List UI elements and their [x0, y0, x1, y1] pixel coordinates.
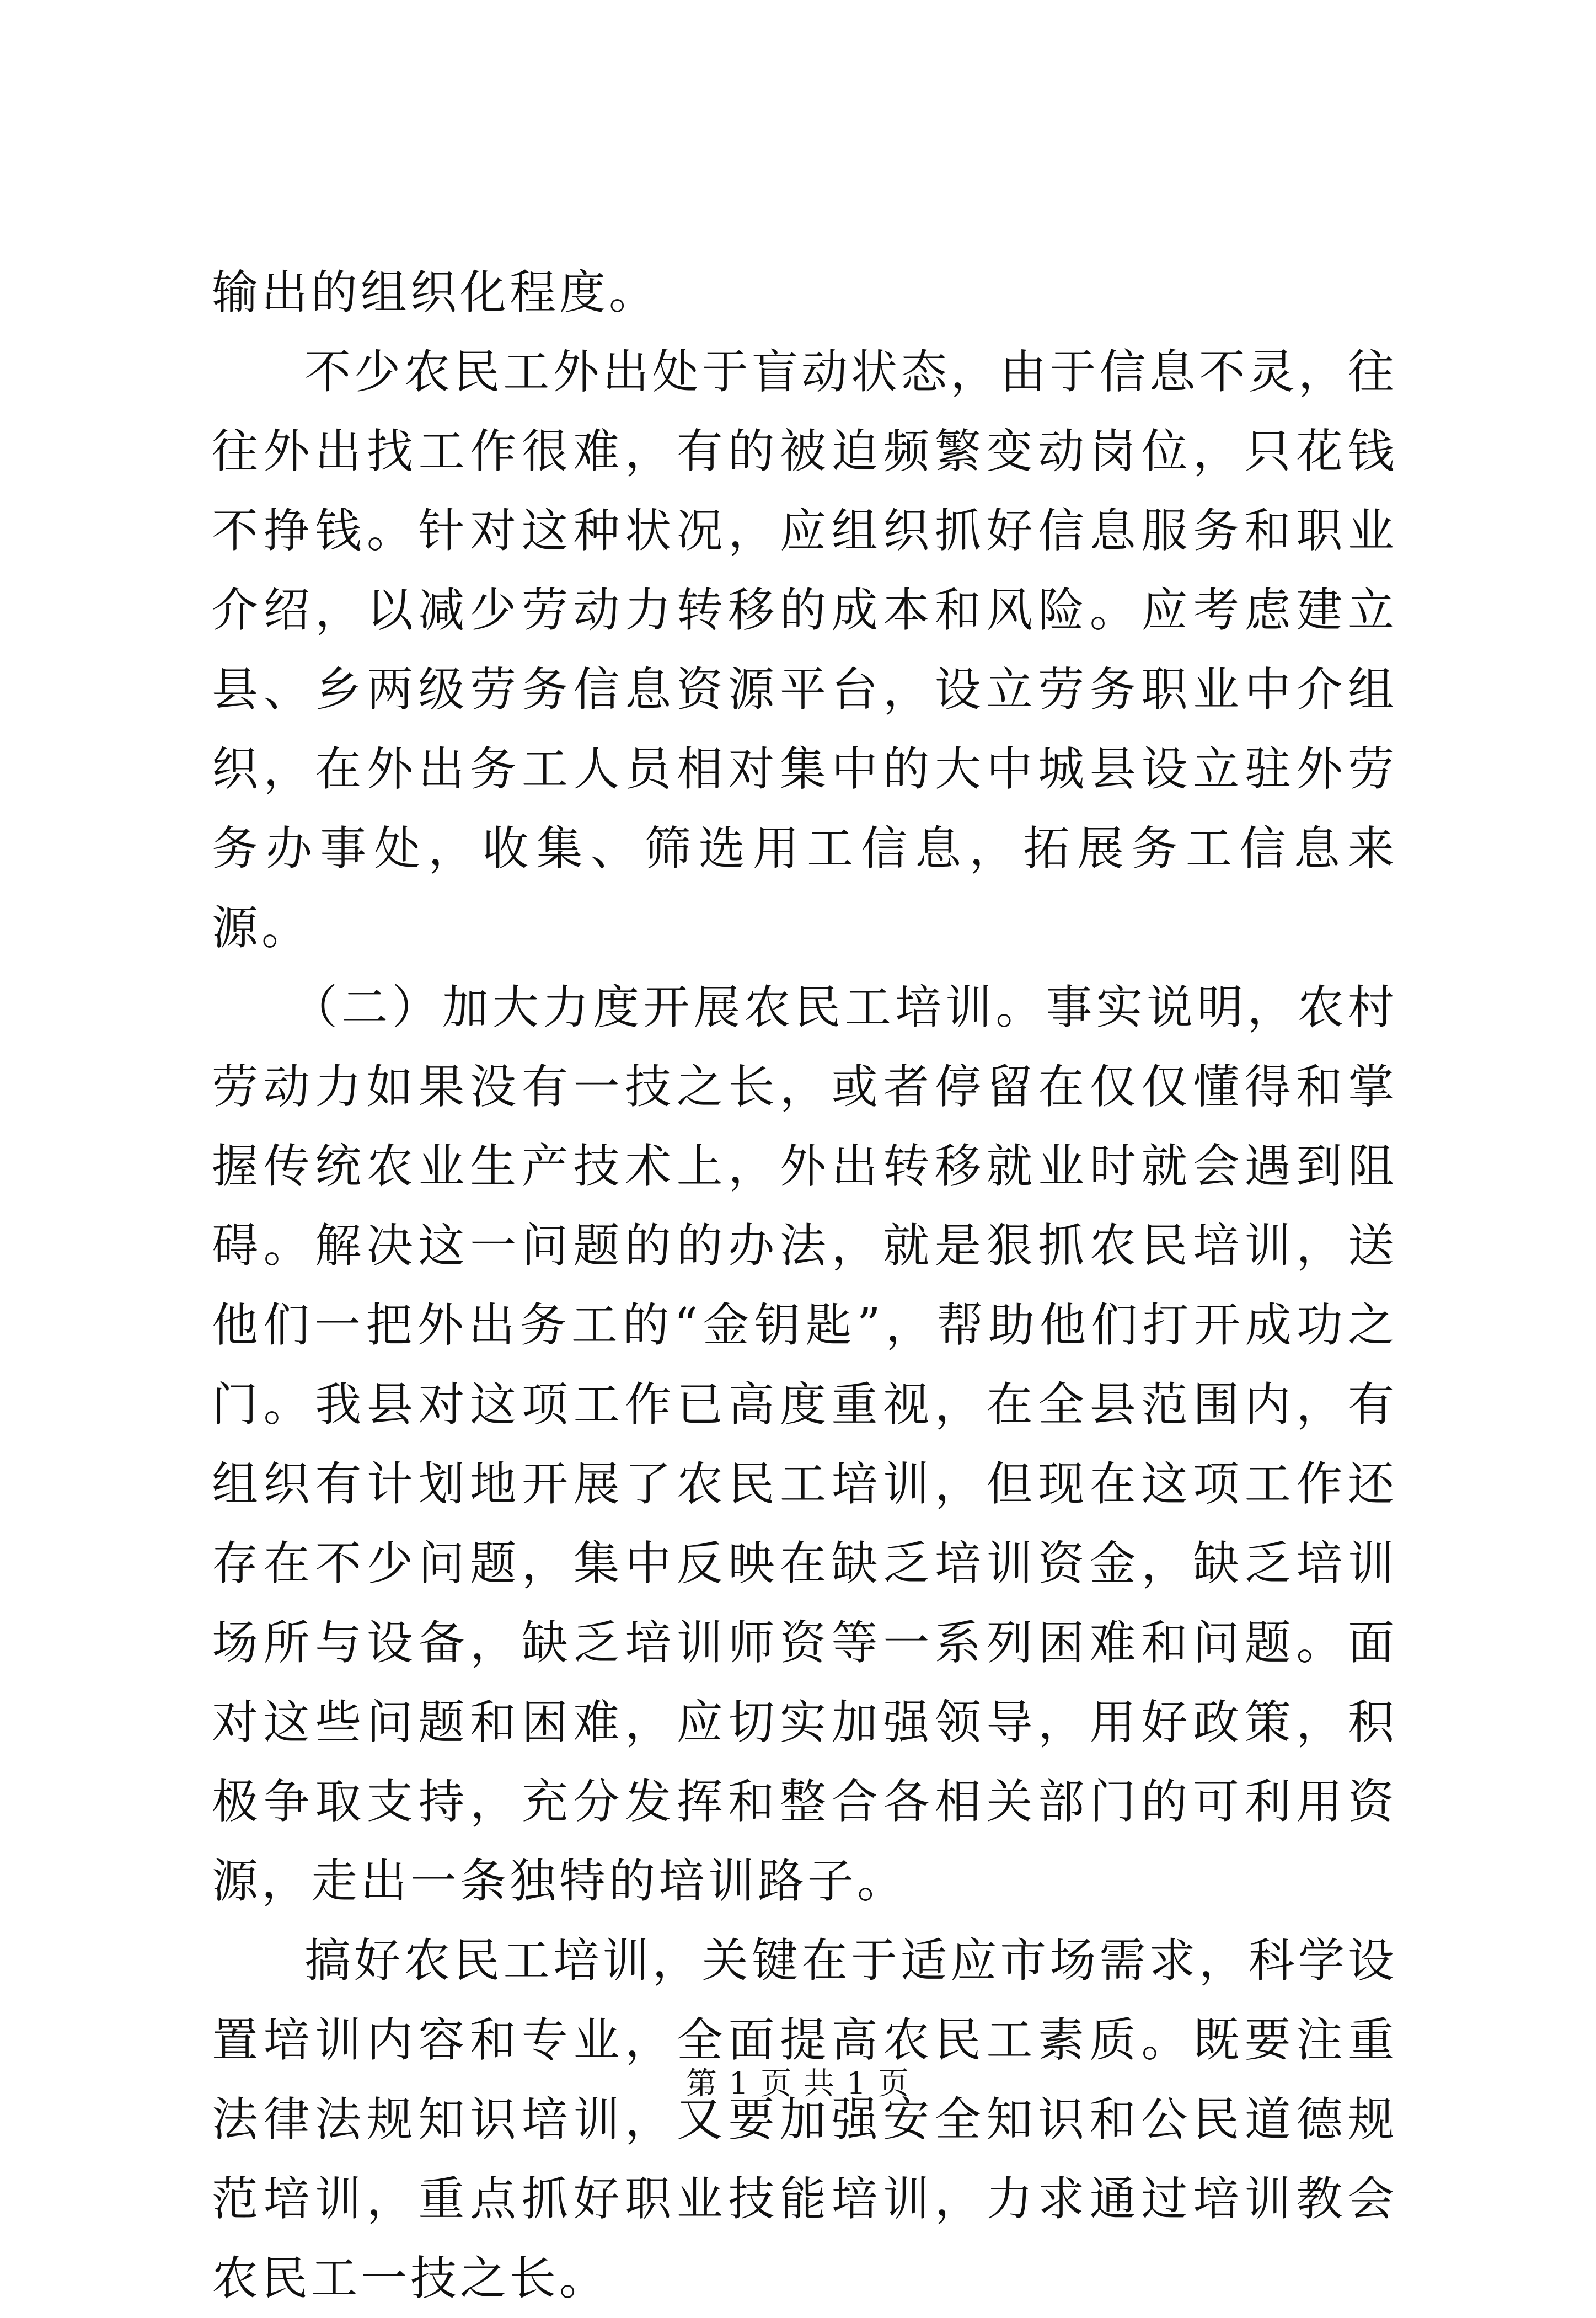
paragraph-continuation: 输出的组织化程度。: [212, 265, 659, 319]
paragraph-info-service: 不少农民工外出处于盲动状态，由于信息不灵，往往外出找工作很难，有的被迫频繁变动岗位，只花钱不挣钱。针对这种状况，应组织抓好信息服务和职业介绍，以减少劳动力转移的成本和风险。应考虑建立县、乡两级劳务信息资源平台，设立劳务职业中介组织，在外出务工人员相对集中的大中城县设立驻外劳务办事处，收集、筛选用工信息，拓展务工信息来源。: [212, 345, 1397, 955]
page-footer: 第 1 页 共 1 页: [685, 2066, 911, 2102]
paragraph-training-section: （二）加大力度开展农民工培训。事实说明，农村劳动力如果没有一技之长，或者停留在仅仅懂得和掌握传统农业生产技术上，外出转移就业时就会遇到阻碍。解决这一问题的的办法，就是狠抓农民培训，送他们一把外出务工的“金钥匙”，帮助他们打开成功之门。我县对这项工作已高度重视，在全县范围内，有组织有计划地开展了农民工培训，但现在这项工作还存在不少问题，集中反映在缺乏培训资金，缺乏培训场所与设备，缺乏培训师资等一系列困难和问题。面对这些问题和困难，应切实加强领导，用好政策，积极争取支持，充分发挥和整合各相关部门的可利用资源，走出一条独特的培训路子。: [212, 980, 1397, 1908]
paragraph-training-content: 搞好农民工培训，关键在于适应市场需求，科学设置培训内容和专业，全面提高农民工素质。既要注重法律法规知识培训，又要加强安全知识和公民道德规范培训，重点抓好职业技能培训，力求通过培训教会农民工一技之长。: [212, 1934, 1397, 2305]
document-body: [212, 253, 1397, 2318]
